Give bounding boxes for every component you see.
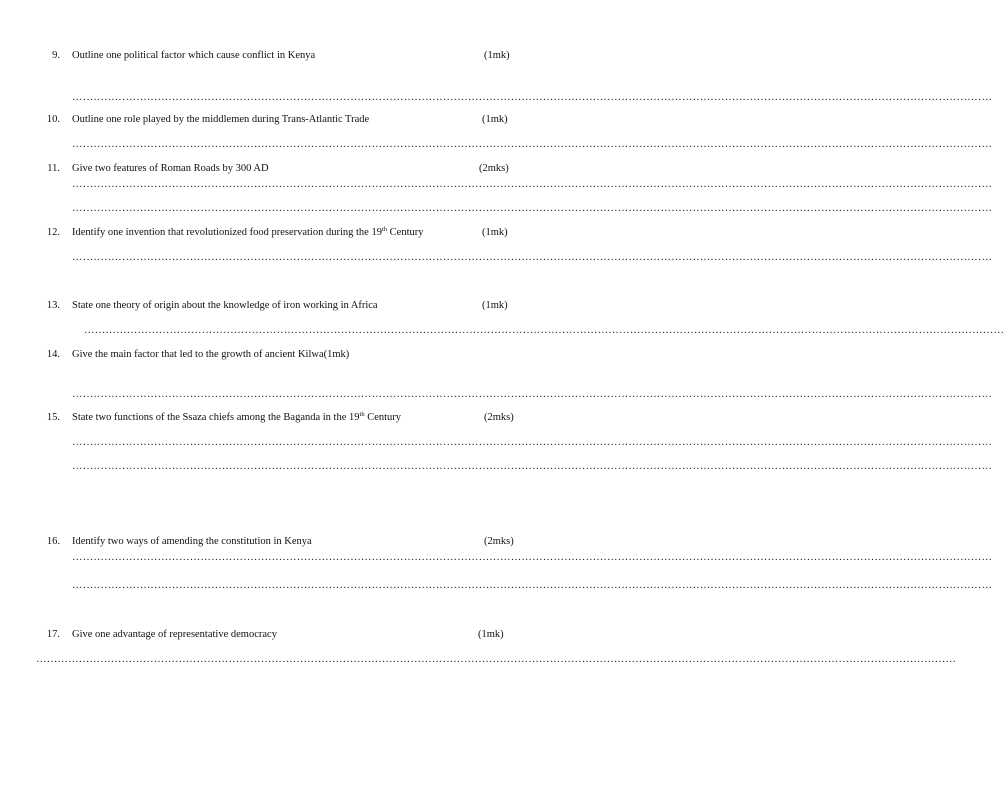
answer-line[interactable]: …………………………………………………………………………………………………………………………………………………………………………………………………………………………………… xyxy=(84,325,1004,336)
question-marks: (1mk) xyxy=(482,300,508,311)
answer-line[interactable]: …………………………………………………………………………………………………………………………………………………………………………………………………………………………………… xyxy=(72,389,993,400)
question-number: 13. xyxy=(46,300,60,311)
answer-line[interactable]: …………………………………………………………………………………………………………………………………………………………………………………………………………………………………… xyxy=(36,654,957,665)
question-text: Give two features of Roman Roads by 300 AD xyxy=(72,163,269,174)
question-text: Outline one role played by the middlemen during Trans-Atlantic Trade xyxy=(72,114,370,125)
answer-line[interactable]: …………………………………………………………………………………………………………………………………………………………………………………………………………………………………… xyxy=(72,580,993,591)
question-text: Outline one political factor which cause conflict in Kenya xyxy=(72,50,316,61)
question-number: 14. xyxy=(46,349,60,360)
question-number: 9. xyxy=(52,50,60,61)
question-text: State two functions of the Ssaza chiefs among the Baganda in the 19th Century xyxy=(72,411,402,423)
question-marks: (2mks) xyxy=(484,412,514,423)
question-text: State one theory of origin about the knowledge of iron working in Africa xyxy=(72,300,378,311)
answer-line[interactable]: …………………………………………………………………………………………………………………………………………………………………………………………………………………………………… xyxy=(72,139,993,150)
question-text: Give one advantage of representative democracy xyxy=(72,629,277,640)
question-text: Give the main factor that led to the growth of ancient Kilwa(1mk) xyxy=(72,349,350,360)
question-number: 16. xyxy=(46,536,60,547)
answer-line[interactable]: …………………………………………………………………………………………………………………………………………………………………………………………………………………………………… xyxy=(72,461,993,472)
question-number: 15. xyxy=(46,412,60,423)
question-number: 17. xyxy=(46,629,60,640)
answer-line[interactable]: …………………………………………………………………………………………………………………………………………………………………………………………………………………………………… xyxy=(72,179,993,190)
question-marks: (1mk) xyxy=(482,227,508,238)
question-text: Identify two ways of amending the constitution in Kenya xyxy=(72,536,312,547)
question-marks: (2mks) xyxy=(484,536,514,547)
answer-line[interactable]: …………………………………………………………………………………………………………………………………………………………………………………………………………………………………… xyxy=(72,552,993,563)
question-number: 12. xyxy=(46,227,60,238)
answer-line[interactable]: …………………………………………………………………………………………………………………………………………………………………………………………………………………………………… xyxy=(72,252,993,263)
question-marks: (1mk) xyxy=(478,629,504,640)
answer-line[interactable]: …………………………………………………………………………………………………………………………………………………………………………………………………………………………………… xyxy=(72,203,993,214)
answer-line[interactable]: …………………………………………………………………………………………………………………………………………………………………………………………………………………………………… xyxy=(72,92,993,103)
question-marks: (2mks) xyxy=(479,163,509,174)
question-marks: (1mk) xyxy=(484,50,510,61)
answer-line[interactable]: …………………………………………………………………………………………………………………………………………………………………………………………………………………………………… xyxy=(72,437,993,448)
question-number: 10. xyxy=(46,114,60,125)
question-marks: (1mk) xyxy=(482,114,508,125)
question-number: 11. xyxy=(47,163,60,174)
question-text: Identify one invention that revolutionized food preservation during the 19th Century xyxy=(72,226,424,238)
